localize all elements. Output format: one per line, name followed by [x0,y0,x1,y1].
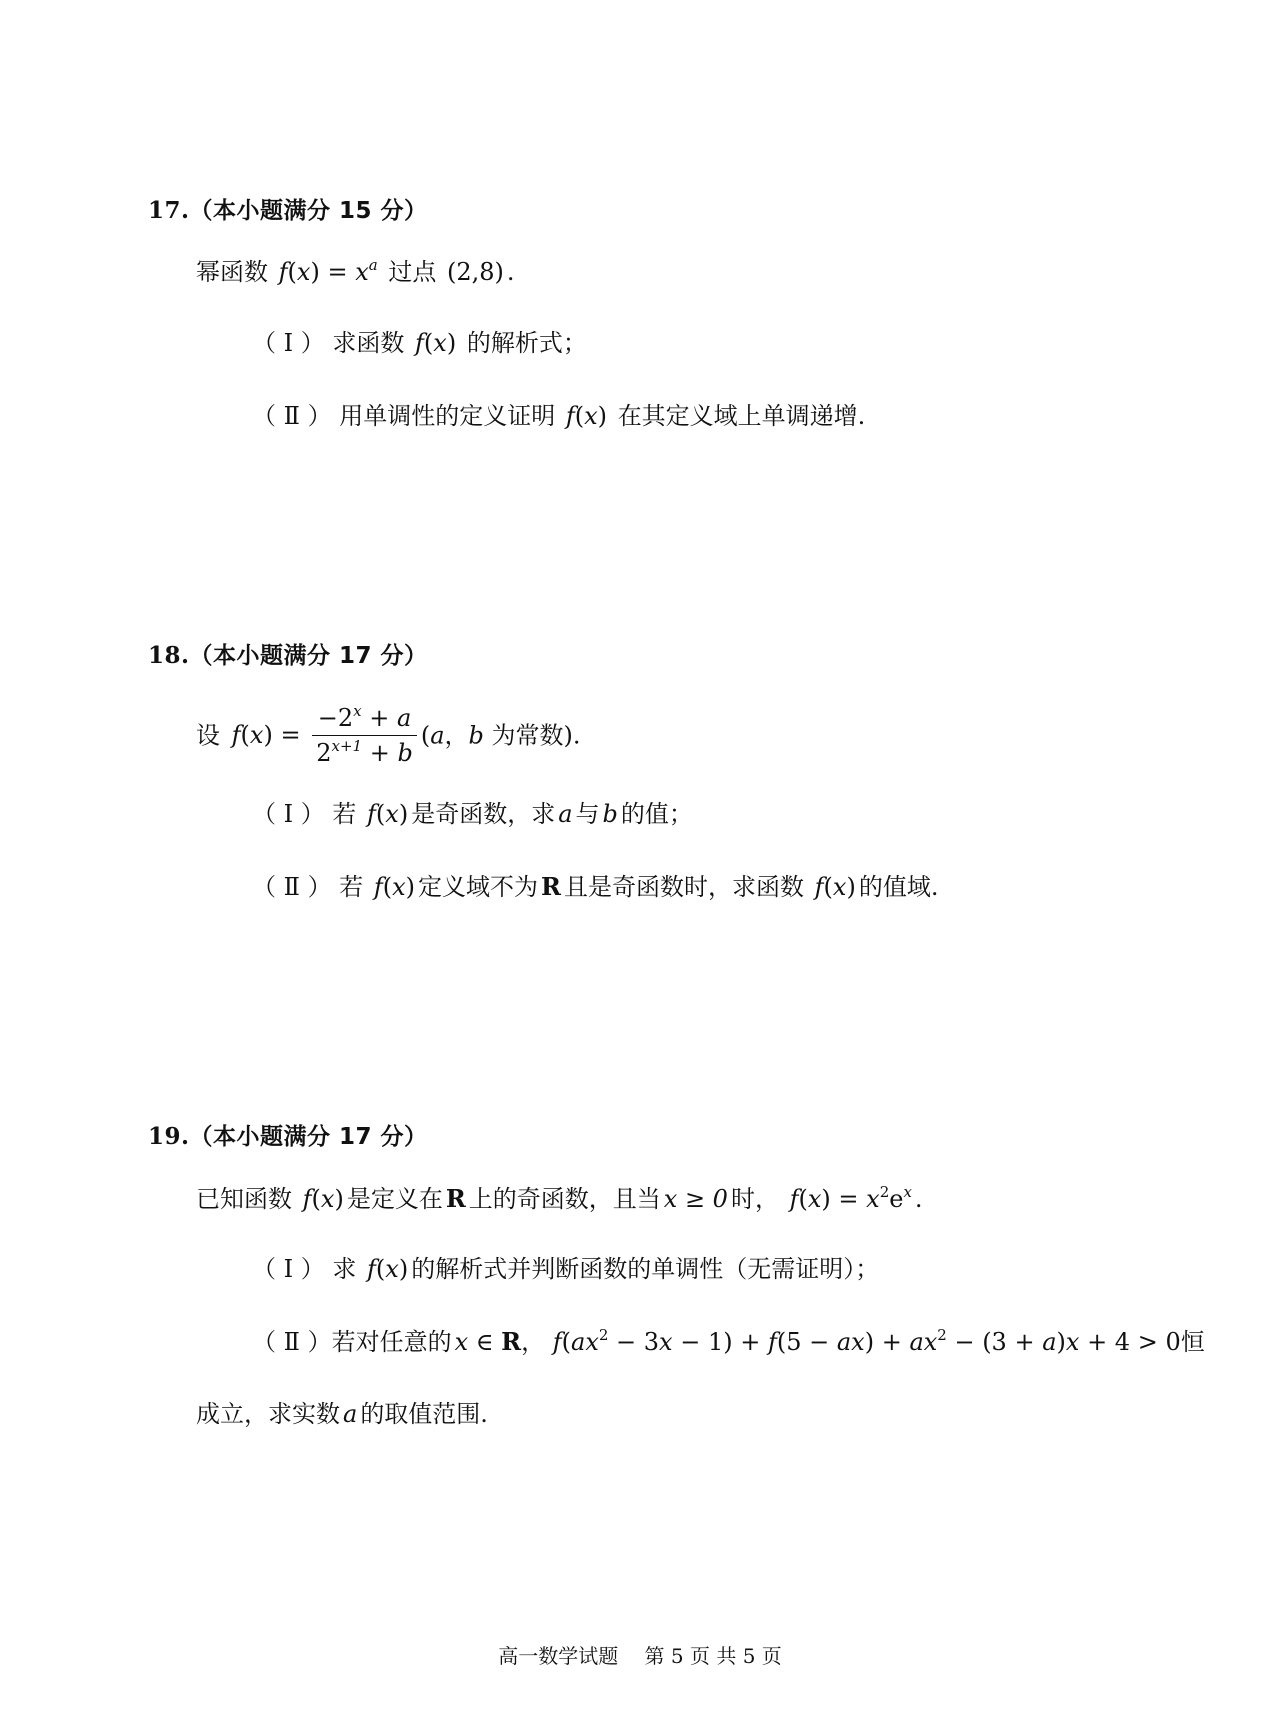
q19-stem [196,1185,923,1214]
q18-score: （本小题满分 17 分） [189,643,428,669]
q17-part1-label: （ Ⅰ ） [252,329,325,357]
q19-stem-mid2: 上的奇函数，且当 [468,1185,661,1213]
q19-stem-mid1: 是定义在 [346,1185,443,1213]
q18-part2-label: （ Ⅱ ） [252,873,332,901]
q19-part2-comma: ， [521,1328,546,1356]
q18-part2-post: 的值域. [858,873,939,901]
q18-stem [196,704,581,768]
q18-stem-tail: (a，b 为常数). [420,721,581,750]
q18-part2-fx: f(x) [373,873,416,901]
q19-stem-mid3: 时， [730,1185,779,1213]
q17-part1-pre: 求函数 [332,329,405,357]
q19-part1 [252,1255,879,1284]
q17-score: （本小题满分 15 分） [189,198,428,224]
q17-part1-post: 的解析式； [466,329,587,357]
q17-part1-fx: f(x) [415,329,457,357]
page-footer: 高一数学试题 第 5 页 共 5 页 [498,1644,782,1668]
q17-title [148,192,428,225]
q19-part2-x: x [454,1328,469,1356]
q18-part1-label: （ Ⅰ ） [252,800,325,828]
q18-fx: f(x) = [231,721,309,750]
q19-cont-a: a [343,1400,358,1428]
q18-number: 18. [148,642,190,669]
q19-part2-inequality: $f(ax^2 - 3x - 1) + f(5 - ax) + ax^2 - (3 + a)x + 4 > 0$ [552,1326,1181,1356]
q19-stem-end: . [914,1185,923,1213]
q19-part2-in: ∈ [468,1328,502,1356]
q18-denominator: $2^{x+1} + b$ [316,736,413,767]
q17-stem-post: 过点 [388,258,437,286]
q19-cont-pre: 成立，求实数 [196,1400,340,1428]
q19-part1-post: 的解析式并判断函数的单调性（无需证明）； [411,1255,880,1283]
q19-part1-fx: f(x) [367,1255,409,1283]
q18-part1-pre: 若 [332,800,357,828]
q18-numerator: $-2^x + a$ [312,704,417,736]
q19-title [148,1118,428,1151]
q18-part2-mid1: 定义域不为 [418,873,539,901]
q19-stem-pre: 已知函数 [196,1185,292,1213]
q19-cont-post: 的取值范围. [360,1400,488,1428]
q18-part1-mid: 是奇函数，求 [411,800,556,828]
q17-point: (2,8) [446,258,504,286]
q19-part2-continuation [196,1400,488,1429]
q18-title [148,637,428,670]
q19-part1-pre: 求 [332,1255,357,1283]
q19-fx: f(x) [302,1185,344,1213]
q19-stem-formula: $f(x) = x^2e^x$ [789,1183,912,1213]
q19-stem-R: R [445,1184,466,1213]
q19-stem-cond: x ≥ 0 [663,1185,728,1213]
q18-stem-pre: 设 [196,721,220,750]
q19-score: （本小题满分 17 分） [189,1124,428,1150]
q19-part2-pre: 若对任意的 [331,1328,452,1356]
q19-part1-label: （ Ⅰ ） [252,1255,325,1283]
q18-part2-mid2: 且是奇函数时，求函数 [564,873,804,901]
q18-part1-and: 与 [575,800,600,828]
q18-part2-R: R [541,872,561,901]
q19-number: 19. [148,1123,190,1150]
q17-part2 [252,402,865,431]
q17-stem [196,258,515,287]
q19-part2-label: （ Ⅱ ） [252,1328,332,1356]
q18-part1-fx: f(x) [367,800,409,828]
q17-part1 [252,329,587,358]
q17-stem-end: . [506,258,515,286]
q17-part2-post: 在其定义域上单调递增. [617,402,866,430]
q18-part2 [252,873,938,902]
q18-fraction [312,704,417,768]
q19-part2-post: 恒 [1180,1328,1205,1356]
q17-formula: $f(x) = x^a$ [278,256,378,286]
q18-part2-pre: 若 [339,873,364,901]
q19-part2 [252,1328,1205,1357]
q18-part2-fx2: f(x) [814,873,856,901]
q17-part2-label: （ Ⅱ ） [252,402,332,430]
q19-part2-R: R [501,1327,522,1356]
q18-part1-post: 的值； [620,800,693,828]
q18-part1: （ Ⅰ ） 若 f(x) 是奇函数，求 a 与 b 的值； [252,800,693,828]
q17-stem-pre: 幂函数 [196,258,268,286]
q17-part2-fx: f(x) [565,402,608,430]
q17-number: 17. [148,197,190,224]
q17-part2-pre: 用单调性的定义证明 [339,402,556,430]
